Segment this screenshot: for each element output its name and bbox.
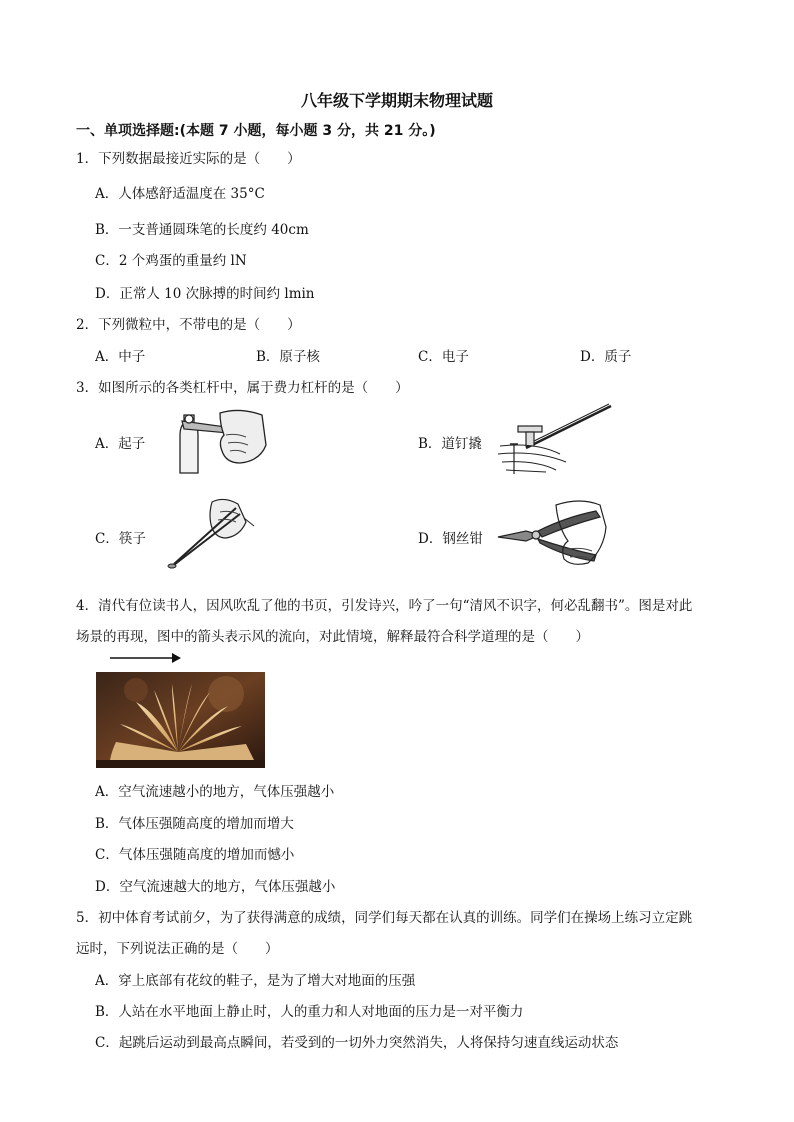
question-3-option-c: C．筷子 <box>95 531 146 547</box>
question-5-stem-line-2: 远时，下列说法正确的是（ ） <box>76 941 279 957</box>
question-4-option-d: D．空气流速越大的地方，气体压强越小 <box>95 879 336 895</box>
question-4-stem-line-2: 场景的再现，图中的箭头表示风的流向，对此情境，解释最符合科学道理的是（ ） <box>76 629 589 645</box>
question-4-stem-line-1: 4．清代有位读书人，因风吹乱了他的书页，引发诗兴，吟了一句“清风不识字，何必乱翻书”。图是对此 <box>76 598 693 614</box>
question-3-option-d: D．钢丝钳 <box>418 531 483 547</box>
question-4-option-a: A．空气流速越小的地方，气体压强越小 <box>95 784 335 800</box>
question-2-option-b: B．原子核 <box>256 349 320 365</box>
question-5-stem-line-1: 5．初中体育考试前夕，为了获得满意的成绩，同学们每天都在认真的训练。同学们在操场上练习立定跳 <box>76 910 693 926</box>
wind-arrow-icon <box>110 652 182 664</box>
question-2-stem: 2．下列微粒中，不带电的是（ ） <box>76 317 301 333</box>
question-5-option-b: B．人站在水平地面上静止时，人的重力和人对地面的压力是一对平衡力 <box>95 1004 524 1020</box>
question-1-option-b: B．一支普通圆珠笔的长度约 40cm <box>95 222 309 238</box>
section-heading-single-choice: 一、单项选择题:(本题 7 小题，每小题 3 分，共 21 分。) <box>76 123 436 139</box>
spike-crowbar-illustration <box>496 404 616 476</box>
question-1-option-a: A．人体感舒适温度在 35°C <box>95 186 265 202</box>
chopsticks-illustration <box>160 492 260 572</box>
question-1-option-c: C．2 个鸡蛋的重量约 lN <box>95 253 247 269</box>
page-title: 八年级下学期期末物理试题 <box>300 91 493 110</box>
question-1-stem: 1．下列数据最接近实际的是（ ） <box>76 151 301 167</box>
open-book-photo <box>96 672 265 768</box>
question-3-stem: 3．如图所示的各类杠杆中，属于费力杠杆的是（ ） <box>76 380 409 396</box>
wire-pliers-illustration <box>496 497 608 569</box>
question-4-option-c: C．气体压强随高度的增加而憾小 <box>95 847 295 863</box>
question-2-option-a: A．中子 <box>95 349 146 365</box>
bottle-opener-illustration <box>170 405 270 473</box>
question-2-option-d: D．质子 <box>580 349 632 365</box>
question-1-option-d: D．正常人 10 次脉搏的时间约 lmin <box>95 286 315 302</box>
question-3-option-a: A．起子 <box>95 436 146 452</box>
question-5-option-c: C．起跳后运动到最高点瞬间，若受到的一切外力突然消失，人将保持匀速直线运动状态 <box>95 1035 619 1051</box>
question-4-option-b: B．气体压强随高度的增加而增大 <box>95 816 294 832</box>
question-2-option-c: C．电子 <box>418 349 469 365</box>
question-3-option-b: B．道钉撬 <box>418 436 482 452</box>
question-5-option-a: A．穿上底部有花纹的鞋子，是为了增大对地面的压强 <box>95 973 416 989</box>
